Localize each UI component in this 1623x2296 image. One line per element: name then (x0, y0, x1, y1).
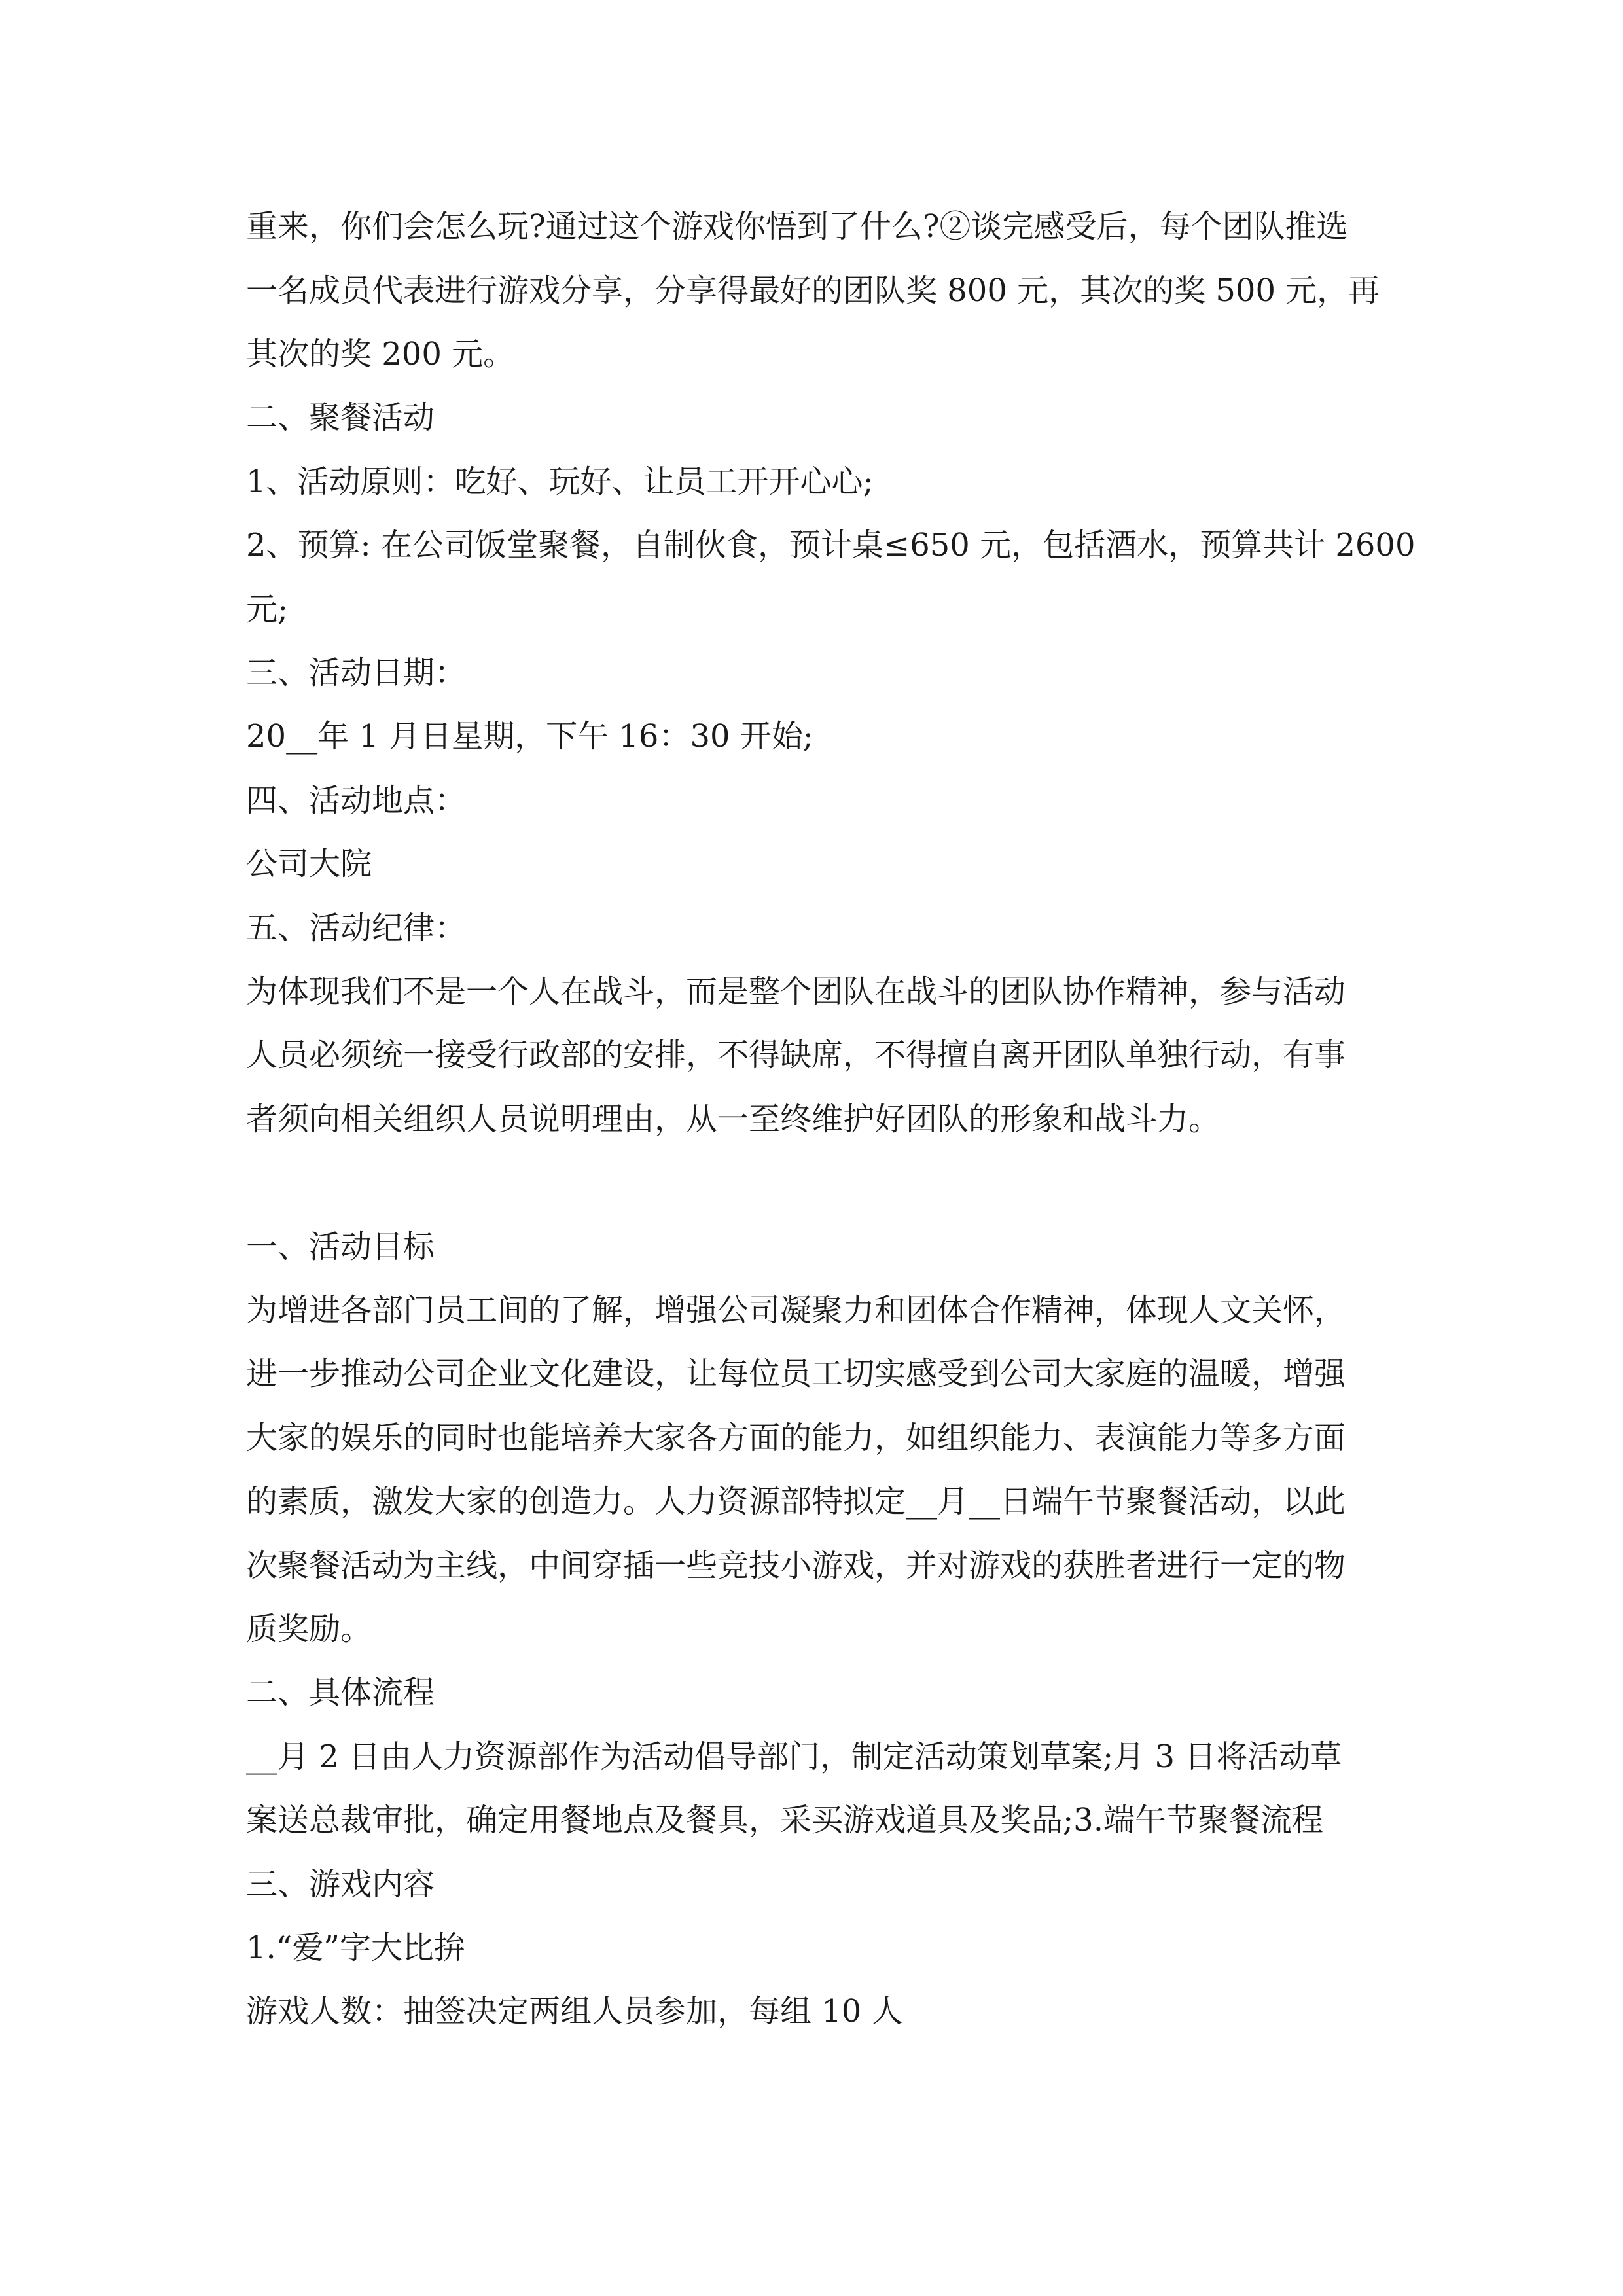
text-line: 游戏人数：抽签决定两组人员参加，每组 10 人 (246, 1993, 903, 2030)
text-line: 的素质，激发大家的创造力。人力资源部特拟定__月__日端午节聚餐活动，以此 (246, 1483, 1346, 1520)
text-line: 质奖励。 (246, 1611, 372, 1647)
text-line: __月 2 日由人力资源部作为活动倡导部门，制定活动策划草案;月 3 日将活动草 (246, 1738, 1342, 1775)
section-heading: 二、具体流程 (246, 1674, 435, 1711)
text-line: 2、预算: 在公司饭堂聚餐，自制伙食，预计桌≤650 元，包括酒水，预算共计 2600 (246, 527, 1416, 564)
section-heading: 三、活动日期： (246, 655, 467, 691)
text-line: 20__年 1 月日星期，下午 16：30 开始; (246, 718, 813, 755)
text-line: 案送总裁审批，确定用餐地点及餐具，采买游戏道具及奖品;3.端午节聚餐流程 (246, 1802, 1323, 1839)
text-line: 元; (246, 591, 289, 628)
text-line: 为体现我们不是一个人在战斗，而是整个团队在战斗的团队协作精神，参与活动 (246, 973, 1346, 1010)
section-heading: 四、活动地点： (246, 782, 467, 819)
text-line: 者须向相关组织人员说明理由，从一至终维护好团队的形象和战斗力。 (246, 1101, 1221, 1138)
section-heading: 二、聚餐活动 (246, 399, 435, 436)
text-line: 1、活动原则：吃好、玩好、让员工开开心心; (246, 463, 874, 500)
text-line: 大家的娱乐的同时也能培养大家各方面的能力，如组织能力、表演能力等多方面 (246, 1420, 1346, 1456)
text-line: 次聚餐活动为主线，中间穿插一些竞技小游戏，并对游戏的获胜者进行一定的物 (246, 1547, 1346, 1584)
text-line: 人员必须统一接受行政部的安排，不得缺席，不得擅自离开团队单独行动，有事 (246, 1037, 1346, 1073)
text-line: 其次的奖 200 元。 (246, 336, 515, 372)
section-heading: 五、活动纪律： (246, 910, 467, 946)
text-line: 重来，你们会怎么玩?通过这个游戏你悟到了什么?②谈完感受后，每个团队推选 (246, 208, 1348, 245)
text-line: 1.“爱”字大比拚 (246, 1929, 465, 1966)
text-line: 为增进各部门员工间的了解，增强公司凝聚力和团体合作精神，体现人文关怀， (246, 1292, 1346, 1329)
section-heading: 三、游戏内容 (246, 1866, 435, 1903)
text-line: 一名成员代表进行游戏分享，分享得最好的团队奖 800 元，其次的奖 500 元，再 (246, 272, 1380, 309)
text-line: 进一步推动公司企业文化建设，让每位员工切实感受到公司大家庭的温暖，增强 (246, 1355, 1346, 1392)
text-line: 公司大院 (246, 846, 372, 882)
section-heading: 一、活动目标 (246, 1229, 435, 1265)
